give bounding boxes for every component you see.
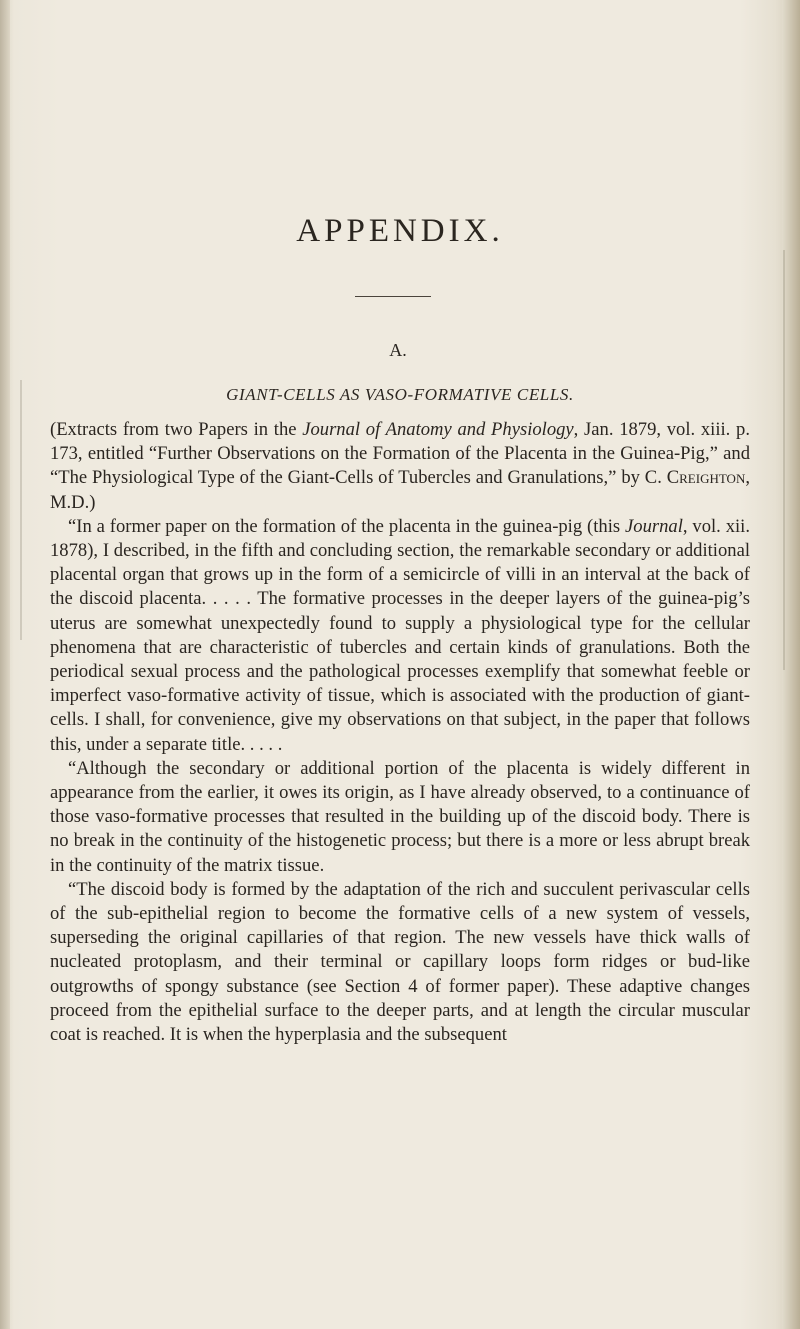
page-scratch-mark — [783, 250, 785, 670]
appendix-heading: APPENDIX. — [296, 213, 504, 249]
section-title: GIANT-CELLS AS VASO-FORMATIVE CELLS. — [226, 385, 574, 404]
heading-divider — [355, 296, 431, 297]
paragraph-3: “The discoid body is formed by the adaptation of the rich and succulent perivascular cells of the sub-epithelial region to become the formative cells of a new system of vessels, superseding the original capillaries of that region. The new vessels have thick walls of nucleated protoplasm, and their terminal or capillary loops form ridges or bud-like outgrowths of spongy substance (see Section 4 of former paper). These adaptive changes proceed from the epithelial surface to the deeper parts, and at length the circular muscular coat is reached. It is when the hyperplasia and the subsequent — [50, 878, 750, 1046]
paragraph-2: “Although the secondary or additional portion of the placenta is widely different in appearance from the earlier, it owes its origin, as I have already observed, to a continuance of those vaso-formative processes that resulted in the building up of the discoid body. There is no break in the continuity of the histogenetic process; but there is a more or less abrupt break in the continuity of the matrix tissue. — [50, 757, 750, 876]
paragraph-1: “In a former paper on the formation of the placenta in the guinea-pig (this Journal, vol. xii. 1878), I described, in the fifth and concluding section, the remarkable secondary or additional placental organ that grows up in the form of a semicircle of villi in an interval at the back of the discoid placenta. . . . . The formative processes in the deeper layers of the guinea-pig’s uterus are somewhat unexpectedly found to supply a physiological type for the cellular phenomena that are characteristic of tubercles and certain kinds of granulations. Both the periodical sexual process and the pathological processes exemplify that somewhat feeble or imperfect vaso-formative activity of tissue, which is associated with the production of giant-cells. I shall, for convenience, give my observations on that subject, in the paper that follows this, under a separate title. . . . . — [50, 515, 750, 755]
page-binding-shadow — [0, 0, 10, 1329]
section-letter: A. — [389, 340, 407, 360]
intro-paragraph: (Extracts from two Papers in the Journal of Anatomy and Physiology, Jan. 1879, vol. xiii. p. 173, entitled “Further Observations on the Formation of the Placenta in the Guinea-Pig,” and “The Physiological Type of the Giant-Cells of Tubercles and Granulations,” by C. Creighton, M.D.) — [50, 419, 750, 513]
page-scratch-mark — [20, 380, 22, 640]
body-text — [50, 418, 750, 1047]
